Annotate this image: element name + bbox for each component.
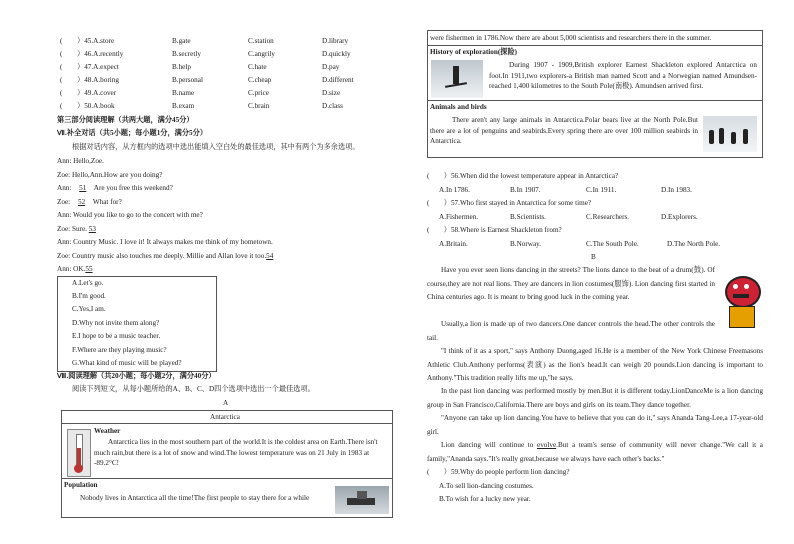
dialog-line: Ann: 51 Are you free this weekend? <box>57 184 173 192</box>
antarctica-title: Antarctica <box>210 413 240 421</box>
passage-b-para3: "I think of it as a sport," says Anthony Duong,aged 16.He is a member of the New York Chinese Freemasons Athletic Club.Anthony performs(表演) as the lion's head.It can weigh 20 pounds.Lion dancing is important to Anthony."This tradition really lifts me up,"he says. <box>427 347 763 382</box>
cloze-option-c[interactable]: C.angrily <box>248 50 275 58</box>
divider <box>61 478 393 479</box>
blank-52[interactable]: 52 <box>77 198 86 206</box>
cloze-option-d[interactable]: D.size <box>322 89 341 97</box>
cloze-option-a[interactable]: ）49.A.cover <box>77 89 117 97</box>
passage-b-label: B <box>591 253 596 261</box>
option-b[interactable]: B.To wish for a lucky new year. <box>439 495 531 503</box>
option-a[interactable]: A.In 1786. <box>439 186 470 194</box>
part8-title: Ⅷ.阅读理解（共20小题；每小题2分，满分40分） <box>57 372 216 380</box>
passage-b-para5: "Anyone can take up lion dancing.You have to believe that you can do it," says Ananda Tang-Lee,a 17-year-old girl. <box>427 414 763 436</box>
lion-dance-image <box>719 272 763 328</box>
dialog-line: Zoe: Hello,Ann.How are you doing? <box>57 171 163 179</box>
dialog-line: Ann: Country Music. I love it! It always makes me think of my hometown. <box>57 238 273 246</box>
option-c[interactable]: C.The South Pole. <box>586 240 639 248</box>
answer-paren: ( <box>60 76 63 84</box>
history-heading: History of exploration(探险) <box>430 48 518 56</box>
passage-b-para4: In the past lion dancing was performed mostly by men.But it is different today.LionDanceMe is a lion dancing group in San Francisco,California.There are boys and girls on its team.They dance together. <box>427 387 763 409</box>
penguins-image <box>703 116 757 152</box>
option-item: A.Let's go. <box>72 279 104 287</box>
option-c[interactable]: C.In 1911. <box>586 186 617 194</box>
blank-55[interactable]: 55 <box>85 265 93 273</box>
animals-text: There aren't any large animals in Antarctica.Polar bears live at the North Pole.But there are a lot of penguins and seabirds.Every spring there are over 100 million seabirds in Antarctica. <box>430 116 698 145</box>
passage-b-para6: Lion dancing will continue to evolve.But a team's sense of community will never change."We call it a family,"Ananda says."It's really great,because we always have each other's backs." <box>427 441 763 463</box>
option-item: F.Where are they playing music? <box>72 346 167 354</box>
option-d[interactable]: D.The North Pole. <box>667 240 721 248</box>
cloze-option-b[interactable]: B.help <box>172 63 191 71</box>
cloze-option-a[interactable]: ）47.A.expect <box>77 63 119 71</box>
divider <box>61 423 393 424</box>
option-d[interactable]: D.Explorers. <box>661 213 698 221</box>
cloze-option-b[interactable]: B.name <box>172 89 195 97</box>
option-item: E.I hope to be a music teacher. <box>72 332 161 340</box>
cloze-option-d[interactable]: D.library <box>322 37 349 45</box>
option-item: G.What kind of music will be played? <box>72 359 182 367</box>
underlined-word-evolve: evolve <box>537 441 557 449</box>
cloze-option-d[interactable]: D.class <box>322 102 343 110</box>
history-text: During 1907 - 1909,British explorer Earnest Shackleton explored Antarctica on foot.In 1911,two explorers-a British man named Scott and a Norwegian named Amundsen-reached 1,400 kilometres to the South Pole(南极). Amundsen arrived first. <box>489 61 757 90</box>
cloze-option-b[interactable]: B.exam <box>172 102 195 110</box>
answer-paren: ( <box>60 89 63 97</box>
passage-b-para2: Usually,a lion is made up of two dancers.One dancer controls the head.The other controls the tail. <box>427 320 715 342</box>
population-heading: Population <box>64 481 98 489</box>
dialog-line: Ann: OK.55 <box>57 265 93 273</box>
option-item: B.I'm good. <box>72 292 106 300</box>
passage-b-para1: Have you ever seen lions dancing in the streets? The lions dance to the beat of a drum(鼓). Of course,they are not real lions. They are dancers in lion costumes(服饰). Lion dancing first started in China centuries ago. It is meant to bring good luck in the coming year. <box>427 266 715 301</box>
cloze-option-d[interactable]: D.different <box>322 76 354 84</box>
divider <box>427 100 763 101</box>
answer-paren: ( <box>60 37 63 45</box>
cloze-option-b[interactable]: B.personal <box>172 76 203 84</box>
divider <box>427 45 763 46</box>
question-stem: ( ）56.When did the lowest temperature appear in Antarctica? <box>427 172 619 180</box>
option-item: D.Why not invite them along? <box>72 319 160 327</box>
dialog-line: Ann: Hello,Zoe. <box>57 157 104 165</box>
cloze-option-d[interactable]: D.pay <box>322 63 340 71</box>
blank-51[interactable]: 51 <box>79 184 87 192</box>
cloze-option-d[interactable]: D.quickly <box>322 50 351 58</box>
option-a[interactable]: A.Britain. <box>439 240 468 248</box>
animals-heading: Animals and birds <box>430 103 487 111</box>
blank-54[interactable]: 54 <box>266 252 274 260</box>
question-stem: ( ）57.Who first stayed in Antarctica for some time? <box>427 199 592 207</box>
cloze-option-c[interactable]: C.brain <box>248 102 270 110</box>
cloze-option-a[interactable]: ）45.A.store <box>77 37 115 45</box>
right-page <box>397 0 794 544</box>
cloze-option-a[interactable]: ）48.A.boring <box>77 76 119 84</box>
explorer-image <box>431 60 483 98</box>
weather-heading: Weather <box>94 427 121 435</box>
ship-image <box>335 486 389 514</box>
option-a[interactable]: A.To sell lion-dancing costumes. <box>439 482 534 490</box>
blank-53[interactable]: 53 <box>88 225 96 233</box>
dialog-line: Zoe: Country music also touches me deeply. Millie and Allan love it too.54 <box>57 252 274 260</box>
cloze-option-b[interactable]: B.secretly <box>172 50 201 58</box>
cloze-option-a[interactable]: ）50.A.book <box>77 102 115 110</box>
cloze-option-a[interactable]: ）46.A.recently <box>77 50 124 58</box>
population-continued: were fishermen in 1786.Now there are about 5,000 scientists and researchers there in the summer. <box>430 34 712 42</box>
option-b[interactable]: B.In 1907. <box>510 186 541 194</box>
weather-text: Antarctica lies in the most southern part of the world.It is the coldest area on Earth.There isn't much rain,but there is a lot of snow and wind.The lowest temperature was on 21 July in 1983 at -89.2°C! <box>94 438 378 467</box>
passage-a-label: A <box>223 399 229 407</box>
answer-paren: ( <box>60 63 63 71</box>
option-c[interactable]: C.Researchers. <box>586 213 630 221</box>
option-b[interactable]: B.Norway. <box>510 240 542 248</box>
population-text: Nobody lives in Antarctica all the time!The first people to stay there for a while <box>80 494 310 502</box>
part3-title: 第三部分阅读理解（共两大题，满分45分） <box>57 116 194 124</box>
option-b[interactable]: B.Scientists. <box>510 213 546 221</box>
thermometer-icon <box>67 429 91 477</box>
answer-paren: ( <box>60 50 63 58</box>
part8-instructions: 阅读下列短文，从每小题所给的A、B、C、D四个选项中选出一个最佳选项。 <box>72 385 315 393</box>
question-stem: ( ）58.Where is Earnest Shackleton from? <box>427 226 562 234</box>
part7-title: Ⅶ.补全对话（共5小题；每小题1分，满分5分） <box>57 129 208 137</box>
dialog-line: Zoe: Sure. 53 <box>57 225 96 233</box>
cloze-option-b[interactable]: B.gate <box>172 37 191 45</box>
dialog-line: Ann: Would you like to go to the concert with me? <box>57 211 203 219</box>
answer-paren: ( <box>60 102 63 110</box>
cloze-option-c[interactable]: C.cheap <box>248 76 272 84</box>
option-item: C.Yes,I am. <box>72 305 106 313</box>
dialog-line: Zoe: 52 What for? <box>57 198 122 206</box>
cloze-option-c[interactable]: C.hate <box>248 63 267 71</box>
option-a[interactable]: A.Fishermen. <box>439 213 479 221</box>
cloze-option-c[interactable]: C.station <box>248 37 274 45</box>
question-stem: ( ）59.Why do people perform lion dancing? <box>427 468 570 476</box>
cloze-option-c[interactable]: C.price <box>248 89 269 97</box>
option-d[interactable]: D.In 1983. <box>661 186 692 194</box>
part7-instructions: 根据对话内容，从方框内的选项中选出能填入空白处的最佳选项，其中有两个为多余选项。 <box>72 143 360 151</box>
